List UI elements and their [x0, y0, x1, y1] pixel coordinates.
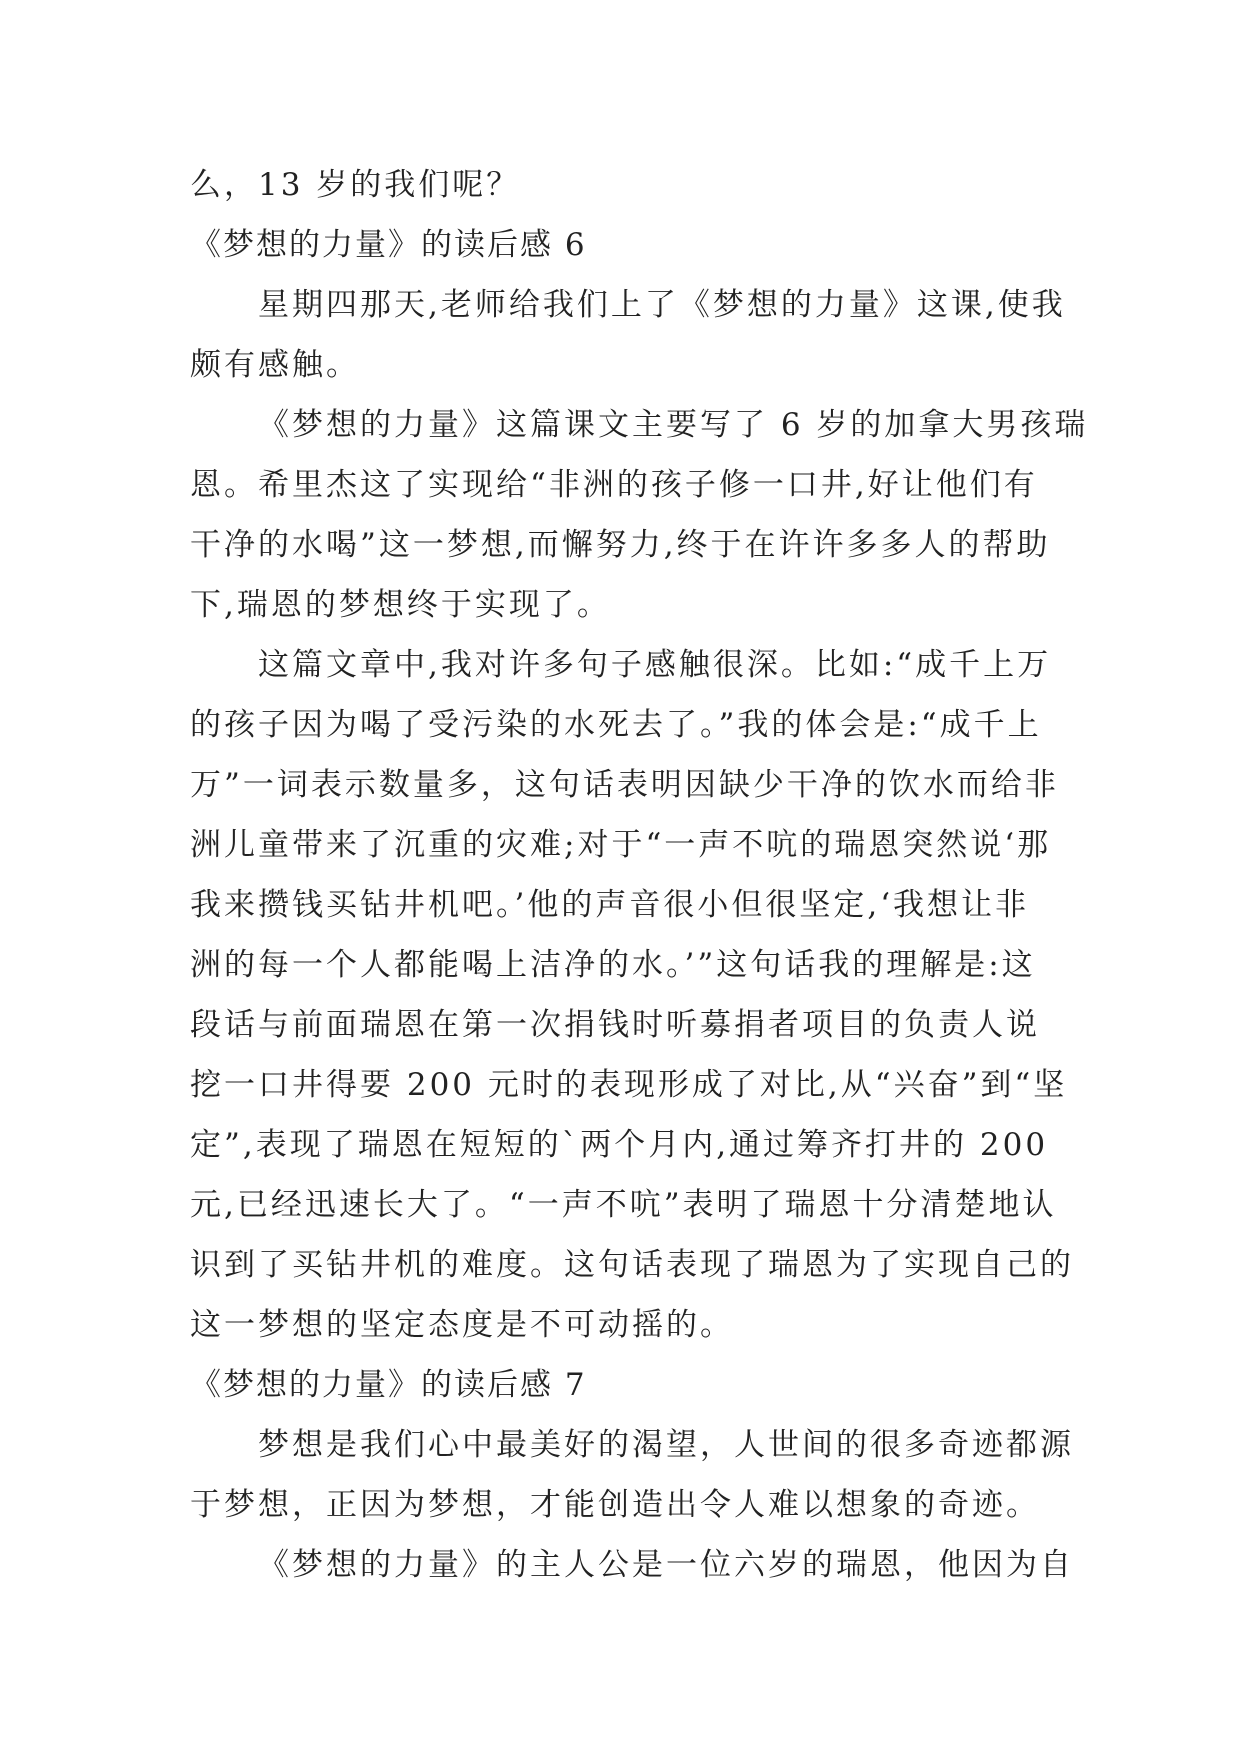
text-line: 元,已经迅速长大了。“一声不吭”表明了瑞恩十分清楚地认	[190, 1187, 1057, 1223]
text-line: 这一梦想的坚定态度是不可动摇的。	[190, 1307, 734, 1343]
section-7-paragraph-1	[190, 1415, 1074, 1535]
section-6-heading: 《梦想的力量》的读后感 6	[190, 227, 587, 263]
text-line: 洲的每一个人都能喝上洁净的水。’”这句话我的理解是:这	[190, 947, 1036, 983]
text-line: 恩。希里杰这了实现给“非洲的孩子修一口井,好让他们有	[190, 467, 1038, 503]
section-7-paragraph-2	[190, 1535, 1074, 1595]
text-line: 挖一口井得要 200 元时的表现形成了对比,从“兴奋”到“坚	[190, 1067, 1068, 1103]
text-line: 识到了买钻井机的难度。这句话表现了瑞恩为了实现自己的	[190, 1247, 1074, 1283]
text-line: 《梦想的力量》的主人公是一位六岁的瑞恩，他因为自	[258, 1547, 1074, 1583]
text-line: 下,瑞恩的梦想终于实现了。	[190, 587, 611, 623]
text-line: 定”,表现了瑞恩在短短的`两个月内,通过筹齐打井的 200	[190, 1127, 1049, 1163]
section-6-paragraph-1	[190, 275, 1066, 395]
intro-line: 么，13 岁的我们呢？	[190, 167, 521, 203]
document-page	[190, 155, 1089, 1595]
text-line: 我来攒钱买钻井机吧。’他的声音很小但很坚定,‘我想让非	[190, 887, 1030, 923]
text-line: 段话与前面瑞恩在第一次捐钱时听募捐者项目的负责人说	[190, 1007, 1040, 1043]
text-line: 干净的水喝”这一梦想,而懈努力,终于在许许多多人的帮助	[190, 527, 1051, 563]
section-7-heading: 《梦想的力量》的读后感 7	[190, 1367, 587, 1403]
text-line: 《梦想的力量》这篇课文主要写了 6 岁的加拿大男孩瑞	[258, 407, 1089, 443]
text-line: 星期四那天,老师给我们上了《梦想的力量》这课,使我	[258, 287, 1066, 323]
text-line: 万”一词表示数量多，这句话表明因缺少干净的饮水而给非	[190, 767, 1059, 803]
text-line: 这篇文章中,我对许多句子感触很深。比如:“成千上万	[258, 647, 1052, 683]
text-line: 于梦想，正因为梦想，才能创造出令人难以想象的奇迹。	[190, 1487, 1040, 1523]
text-line: 颇有感触。	[190, 347, 360, 383]
text-line: 的孩子因为喝了受污染的水死去了。”我的体会是:“成千上	[190, 707, 1042, 743]
text-line: 梦想是我们心中最美好的渴望，人世间的很多奇迹都源	[258, 1427, 1074, 1463]
section-6-paragraph-3	[190, 635, 1074, 1355]
text-line: 洲儿童带来了沉重的灾难;对于“一声不吭的瑞恩突然说‘那	[190, 827, 1052, 863]
section-6-paragraph-2	[190, 395, 1089, 635]
